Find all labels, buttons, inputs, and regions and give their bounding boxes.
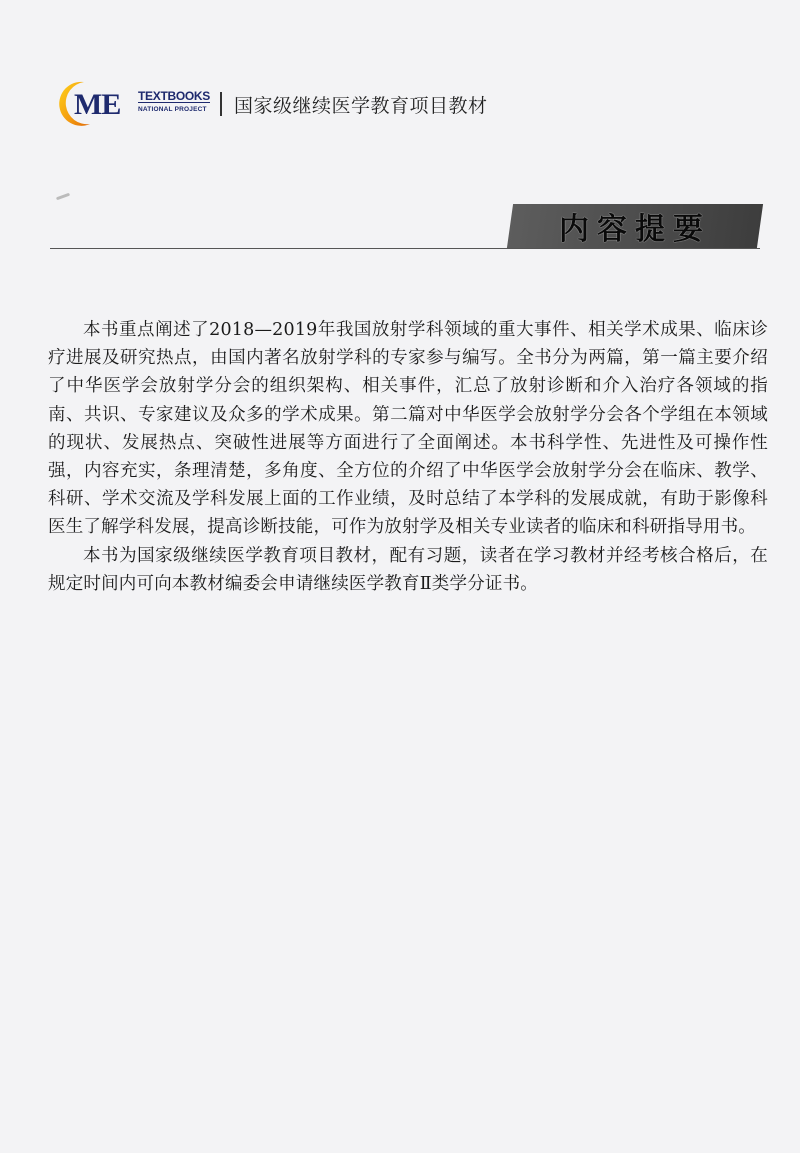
header-divider <box>220 92 222 116</box>
logo-wordmark <box>138 91 210 115</box>
logo-line1: TEXTBOOKS <box>138 89 210 103</box>
header <box>50 78 488 130</box>
series-title: 国家级继续医学教育项目教材 <box>234 94 488 117</box>
abstract-paragraph-1: 本书重点阐述了2018—2019年我国放射学科领域的重大事件、相关学术成果、临床诊疗进展及研究热点，由国内著名放射学科的专家参与编写。全书分为两篇，第一篇主要介绍了中华医学会放射学分会的组织架构、相关事件，汇总了放射诊断和介入治疗各领域的指南、共识、专家建议及众多的学术成果。第二篇对中华医学会放射学分会各个学组在本领域的现状、发展热点、突破性进展等方面进行了全面阐述。本书科学性、先进性及可操作性强，内容充实，条理清楚，多角度、全方位的介绍了中华医学会放射学分会在临床、教学、科研、学术交流及学科发展上面的工作业绩，及时总结了本学科的发展成就，有助于影像科医生了解学科发展，提高诊断技能，可作为放射学及相关专业读者的临床和科研指导用书。 <box>48 320 768 538</box>
abstract-paragraph-2: 本书为国家级继续医学教育项目教材，配有习题，读者在学习教材并经考核合格后，在规定时间内可向本教材编委会申请继续医学教育Ⅱ类学分证书。 <box>48 545 768 594</box>
logo-line2: NATIONAL PROJECT <box>138 102 210 115</box>
abstract-body <box>48 316 768 598</box>
logo-mark: ME <box>74 88 121 121</box>
cme-logo <box>50 78 210 130</box>
section-title: 内容提要 <box>559 212 711 247</box>
header-rule <box>50 248 760 249</box>
decorative-dash <box>56 193 70 201</box>
